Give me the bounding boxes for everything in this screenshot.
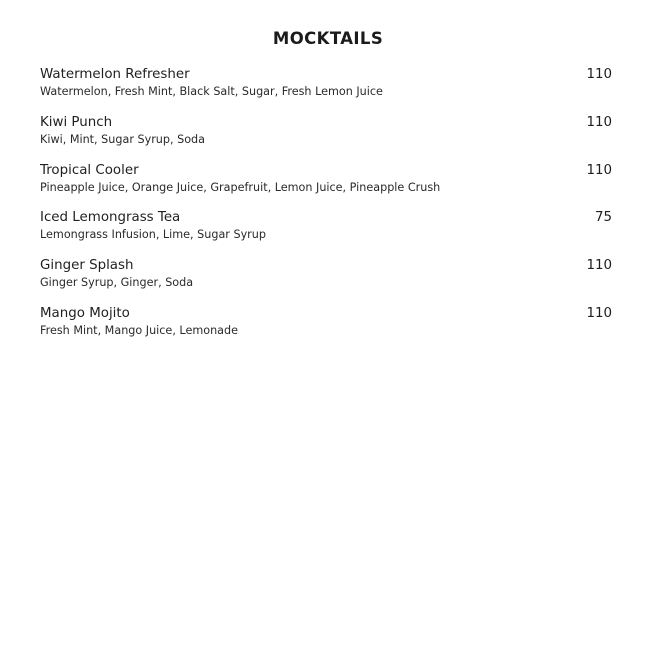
item-name: Tropical Cooler <box>40 162 139 178</box>
menu-list <box>40 66 612 353</box>
menu-item <box>40 66 612 114</box>
menu-item <box>40 305 612 353</box>
item-price: 110 <box>586 114 612 130</box>
item-price: 110 <box>586 305 612 321</box>
item-name: Ginger Splash <box>40 258 134 274</box>
section-title: MOCKTAILS <box>272 29 384 48</box>
menu-item <box>40 209 612 257</box>
item-price: 110 <box>586 258 612 274</box>
item-price: 75 <box>594 210 612 226</box>
item-description: Lemongrass Infusion, Lime, Sugar Syrup <box>40 228 266 242</box>
menu-item <box>40 162 612 210</box>
menu-item <box>40 257 612 305</box>
menu-item <box>40 114 612 162</box>
item-description: Pineapple Juice, Orange Juice, Grapefruit, Lemon Juice, Pineapple Crush <box>40 180 441 194</box>
item-name: Kiwi Punch <box>40 114 113 130</box>
item-description: Watermelon, Fresh Mint, Black Salt, Sugar, Fresh Lemon Juice <box>40 85 383 98</box>
item-description: Kiwi, Mint, Sugar Syrup, Soda <box>40 132 205 146</box>
item-description: Fresh Mint, Mango Juice, Lemonade <box>40 323 239 337</box>
item-name: Watermelon Refresher <box>40 67 190 82</box>
item-name: Iced Lemongrass Tea <box>40 210 181 226</box>
item-description: Ginger Syrup, Ginger, Soda <box>40 276 194 290</box>
item-price: 110 <box>586 67 612 82</box>
item-price: 110 <box>586 162 612 178</box>
item-name: Mango Mojito <box>40 305 130 321</box>
